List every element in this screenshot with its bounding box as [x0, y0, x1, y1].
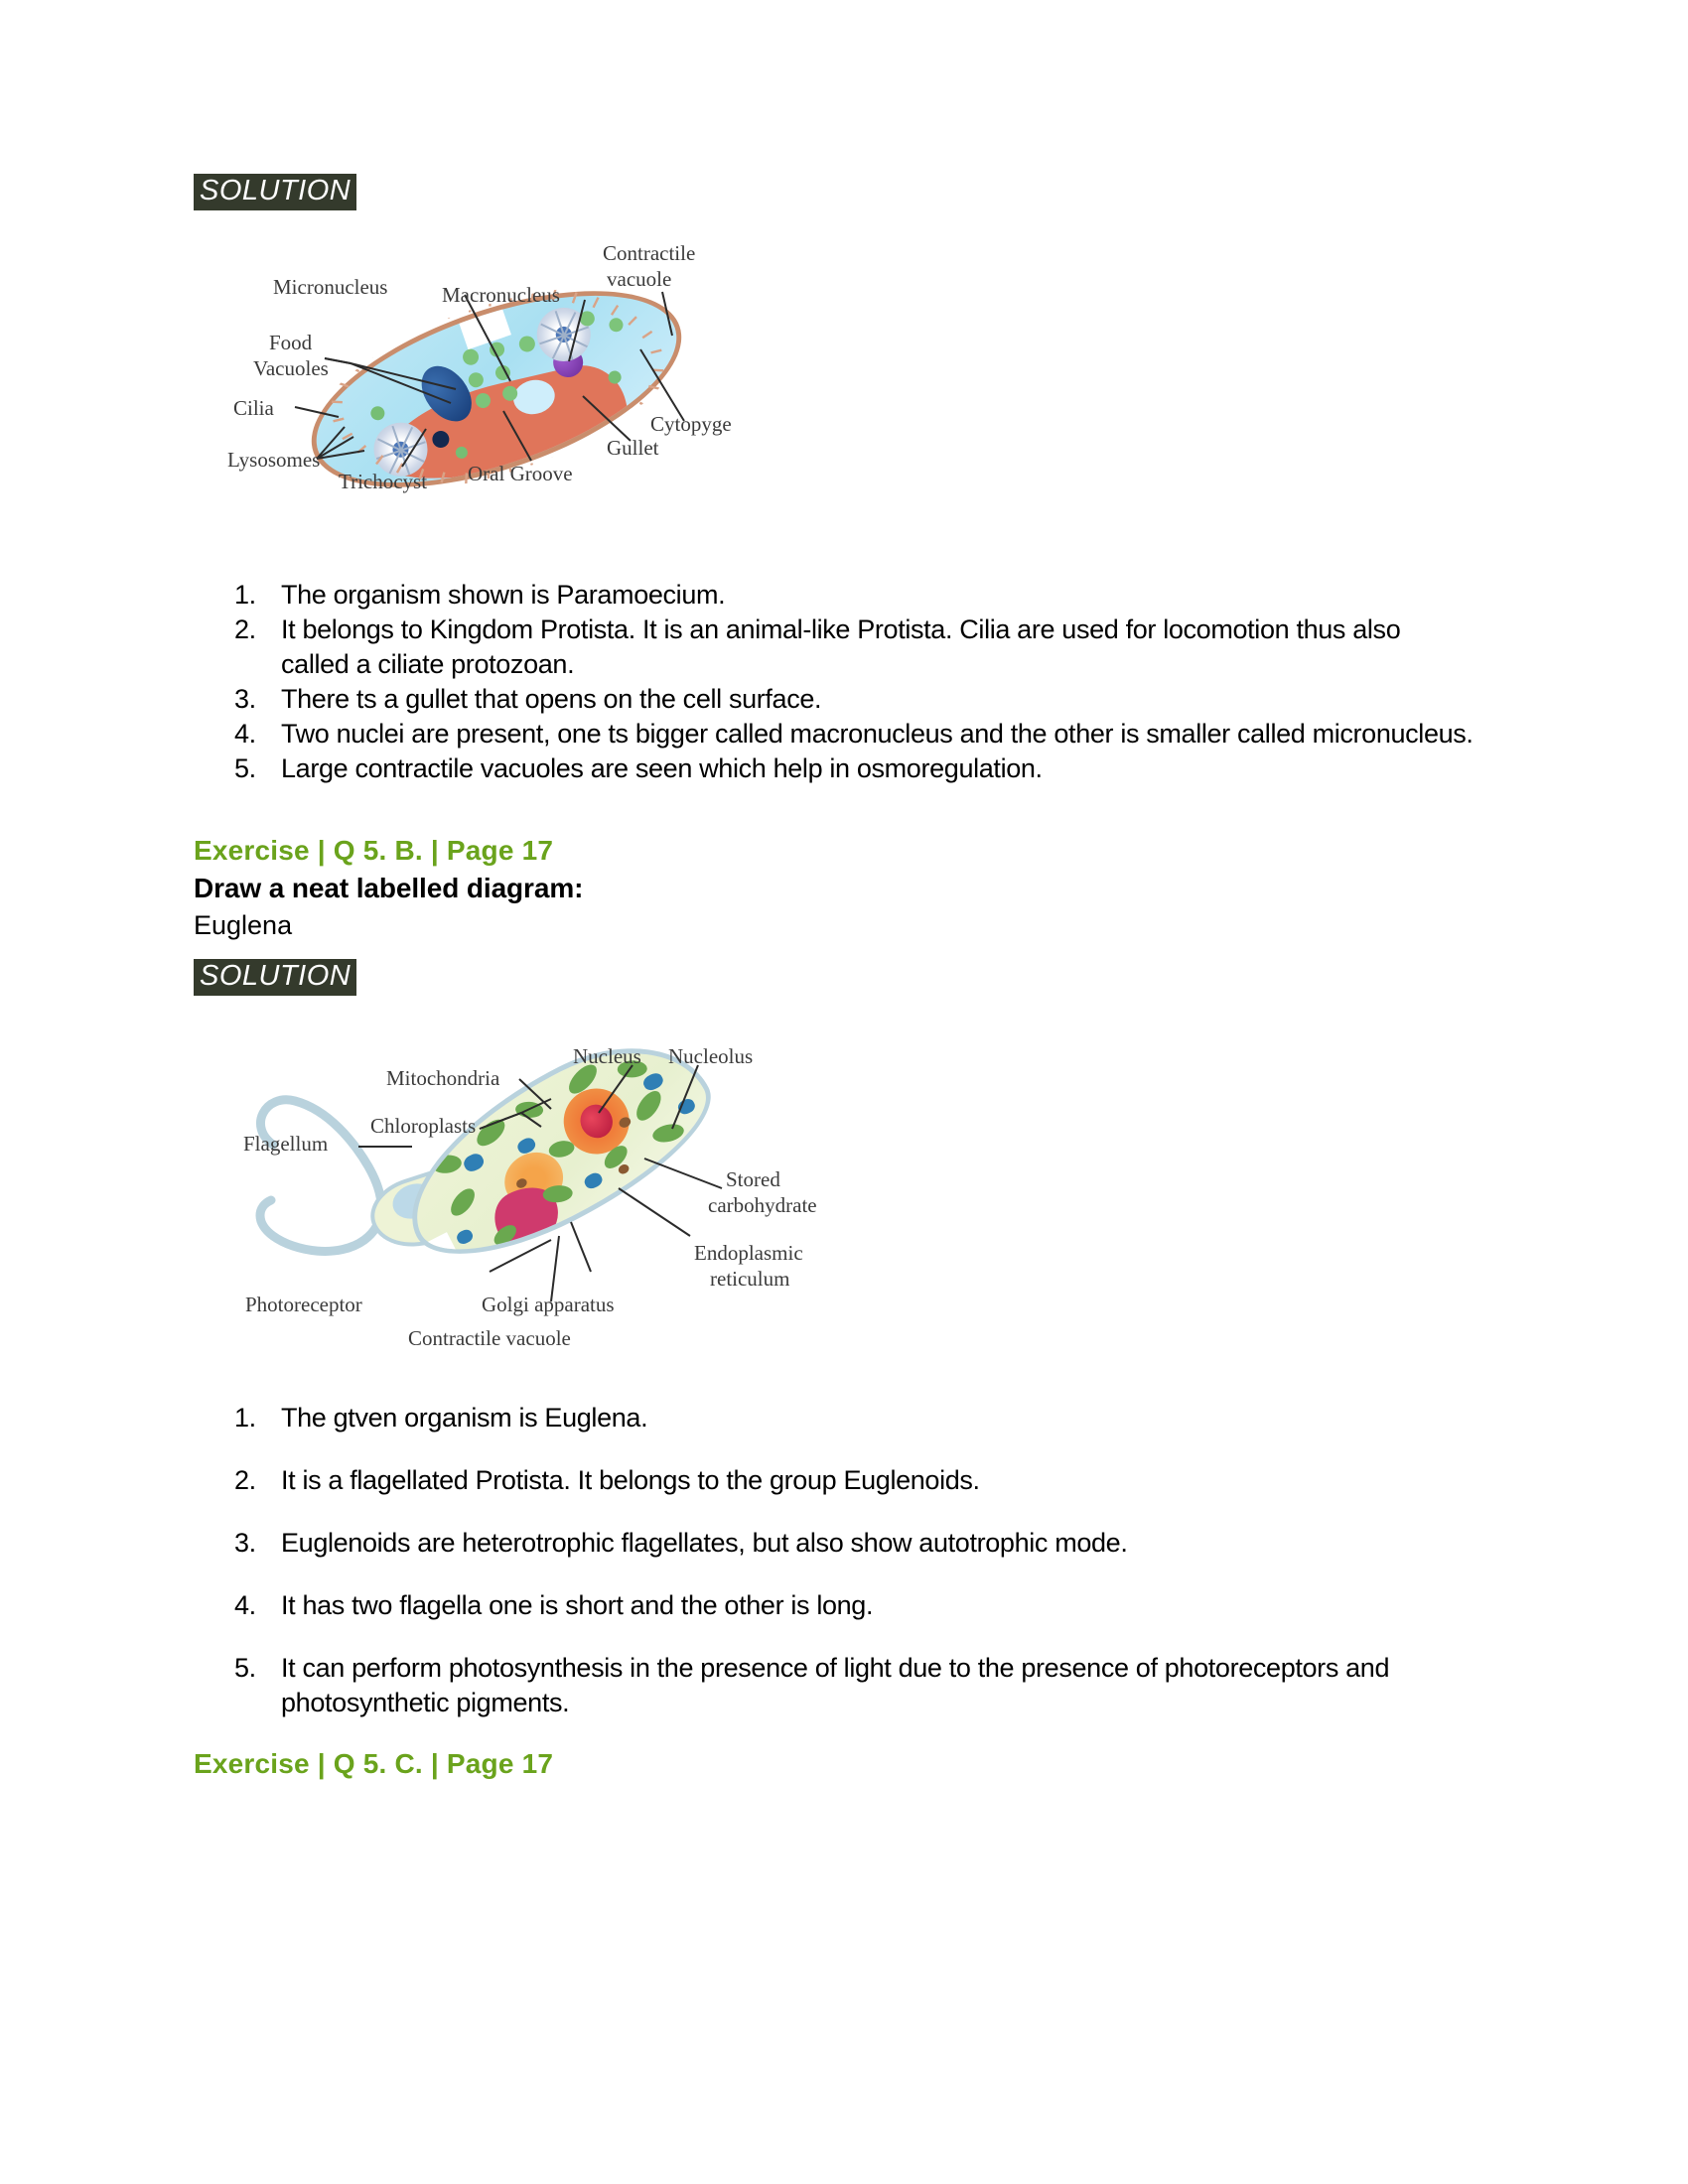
exercise-c-heading[interactable]: Exercise | Q 5. C. | Page 17	[194, 1748, 554, 1780]
label-contractile-vacuole-line2: vacuole	[607, 267, 672, 291]
paramecium-diagram	[213, 232, 809, 530]
paramecium-facts-list	[194, 578, 1475, 787]
solution-block-euglena	[194, 959, 1475, 996]
label-chloroplasts: Chloroplasts	[370, 1113, 477, 1138]
label-mitochondria: Mitochondria	[386, 1065, 500, 1090]
list-item: 3. There ts a gullet that opens on the cell surface.	[263, 682, 1475, 717]
label-contractile-vacuole-line1: Contractile	[603, 241, 696, 265]
list-item: 5. It can perform photosynthesis in the presence of light due to the presence of photoreceptors and photosynthetic pigments.	[263, 1651, 1475, 1720]
label-flagellum: Flagellum	[243, 1131, 329, 1156]
label-stored-carbohydrate-line2: carbohydrate	[708, 1192, 817, 1217]
label-endoplasmic-reticulum-line2: reticulum	[710, 1266, 790, 1291]
exercise-b-block	[194, 835, 1475, 996]
label-stored-carbohydrate-line1: Stored	[726, 1166, 780, 1191]
label-food-vacuoles-line2: Vacuoles	[253, 356, 329, 380]
exercise-b-subject: Euglena	[194, 909, 293, 940]
page-content	[194, 174, 1475, 1780]
label-food-vacuoles-line1: Food	[269, 331, 313, 354]
label-contractile-vacuole: Contractile vacuole	[408, 1325, 571, 1350]
label-trichocyst: Trichocyst	[339, 470, 428, 493]
list-item: 3. Euglenoids are heterotrophic flagellates, but also show autotrophic mode.	[263, 1526, 1475, 1561]
label-macronucleus: Macronucleus	[442, 283, 560, 307]
exercise-b-heading[interactable]: Exercise | Q 5. B. | Page 17	[194, 834, 554, 866]
list-item: 1. The organism shown is Paramoecium.	[263, 578, 1475, 613]
label-endoplasmic-reticulum-line1: Endoplasmic	[694, 1240, 803, 1265]
euglena-facts-list	[194, 1401, 1475, 1721]
label-oral-groove: Oral Groove	[468, 462, 573, 485]
list-item: 4. Two nuclei are present, one ts bigger called macronucleus and the other is smaller called micronucleus.	[263, 717, 1475, 751]
label-gullet: Gullet	[607, 436, 659, 460]
label-nucleolus: Nucleolus	[668, 1043, 754, 1068]
exercise-b-prompt: Draw a neat labelled diagram:	[194, 872, 584, 903]
solution-block-paramecium	[194, 174, 1475, 210]
label-micronucleus: Micronucleus	[273, 275, 388, 299]
label-lysosomes: Lysosomes	[227, 448, 321, 472]
solution-label-2: SOLUTION	[194, 959, 356, 996]
list-item: 2. It is a flagellated Protista. It belongs to the group Euglenoids.	[263, 1463, 1475, 1498]
label-photoreceptor: Photoreceptor	[245, 1292, 362, 1316]
label-cilia: Cilia	[233, 396, 274, 420]
list-item: 1. The gtven organism is Euglena.	[263, 1401, 1475, 1435]
list-item: 5. Large contractile vacuoles are seen which help in osmoregulation.	[263, 751, 1475, 786]
solution-label-1: SOLUTION	[194, 174, 356, 210]
label-golgi-apparatus: Golgi apparatus	[482, 1292, 615, 1316]
label-nucleus: Nucleus	[573, 1043, 641, 1068]
list-item: 4. It has two flagella one is short and the other is long.	[263, 1588, 1475, 1623]
label-cytopyge: Cytopyge	[650, 412, 732, 436]
list-item: 2. It belongs to Kingdom Protista. It is an animal-like Protista. Cilia are used for locomotion thus also called a ciliate protozoan.	[263, 613, 1475, 682]
euglena-diagram	[223, 1018, 839, 1350]
